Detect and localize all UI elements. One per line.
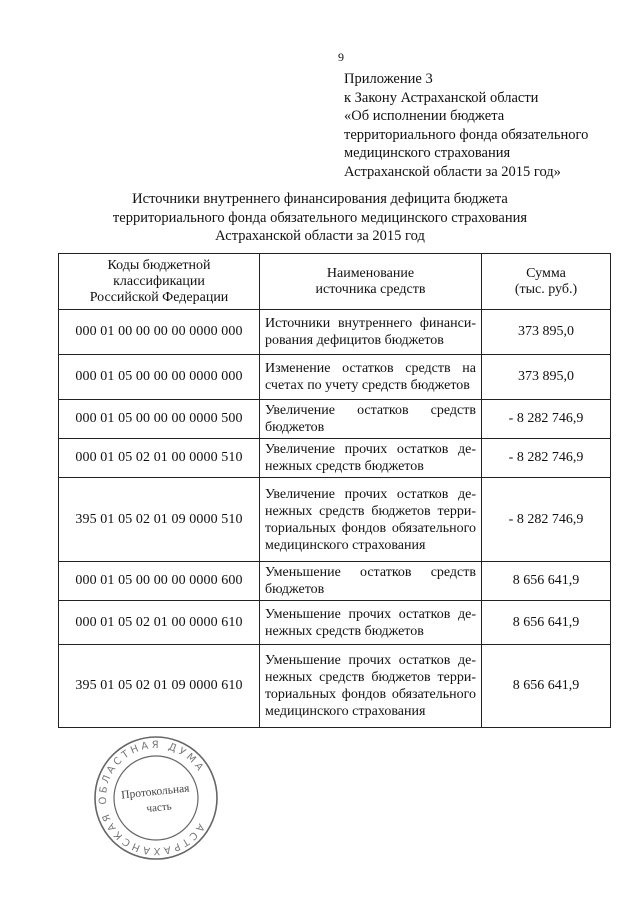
cell-sum: - 8 282 746,9 — [482, 400, 611, 439]
title-line: территориального фонда обязательного медицинского страхования — [112, 209, 528, 226]
cell-name: Уменьшение прочих остатков де-нежных средств бюджетов — [260, 601, 482, 645]
stamp-center-line: часть — [145, 800, 173, 816]
table-row — [59, 355, 611, 400]
cell-code: 395 01 05 02 01 09 0000 610 — [59, 645, 260, 728]
cell-name: Уменьшение остатков средств бюджетов — [260, 562, 482, 601]
table-header-row — [59, 254, 611, 310]
cell-name: Увеличение остатков средств бюджетов — [260, 400, 482, 439]
cell-sum: 8 656 641,9 — [482, 601, 611, 645]
table-row — [59, 400, 611, 439]
cell-code: 000 01 00 00 00 00 0000 000 — [59, 310, 260, 355]
cell-code: 000 01 05 02 01 00 0000 510 — [59, 439, 260, 478]
cell-code: 000 01 05 02 01 00 0000 610 — [59, 601, 260, 645]
appendix-line: медицинского страхования — [344, 145, 511, 161]
table-row — [59, 645, 611, 728]
cell-sum: - 8 282 746,9 — [482, 439, 611, 478]
cell-code: 395 01 05 02 01 09 0000 510 — [59, 478, 260, 562]
appendix-line: Астраханской области за 2015 год» — [344, 163, 561, 180]
cell-name: Уменьшение прочих остатков де-нежных средств бюджетов терри-ториальных фондов обязательного медицинского страхования — [260, 645, 482, 728]
cell-sum: - 8 282 746,9 — [482, 478, 611, 562]
header-sum: Сумма (тыс. руб.) — [482, 254, 611, 310]
title-line: Источники внутреннего финансирования дефицита бюджета — [132, 191, 508, 207]
cell-sum: 373 895,0 — [482, 310, 611, 355]
cell-code: 000 01 05 00 00 00 0000 000 — [59, 355, 260, 400]
table-row — [59, 310, 611, 355]
table-row — [59, 601, 611, 645]
table-row — [59, 562, 611, 601]
cell-name: Увеличение прочих остатков де-нежных средств бюджетов — [260, 439, 482, 478]
cell-code: 000 01 05 00 00 00 0000 500 — [59, 400, 260, 439]
page-number: 9 — [338, 50, 344, 64]
cell-sum: 8 656 641,9 — [482, 562, 611, 601]
cell-name: Изменение остатков средств на счетах по учету средств бюджетов — [260, 355, 482, 400]
header-code: Коды бюджетной классификации Российской Федерации — [59, 254, 260, 310]
cell-code: 000 01 05 00 00 00 0000 600 — [59, 562, 260, 601]
table-row — [59, 478, 611, 562]
cell-name: Увеличение прочих остатков де-нежных средств бюджетов терри-ториальных фондов обязательного медицинского страхования — [260, 478, 482, 562]
title-line: Астраханской области за 2015 год — [215, 228, 425, 244]
appendix-line: к Закону Астраханской области — [344, 89, 539, 106]
budget-sources-table — [58, 253, 611, 728]
appendix-line: Приложение 3 — [344, 71, 433, 87]
appendix-caption — [344, 70, 588, 181]
cell-sum: 373 895,0 — [482, 355, 611, 400]
document-title — [0, 190, 640, 246]
svg-text:АСТРАХАНСКАЯ ОБЛАСТНАЯ ДУМА — [92, 734, 220, 862]
appendix-line: территориального фонда обязательного — [344, 126, 589, 143]
appendix-line: «Об исполнении бюджета — [344, 108, 505, 124]
cell-sum: 8 656 641,9 — [482, 645, 611, 728]
table-row — [59, 439, 611, 478]
cell-name: Источники внутреннего финанси-рования дефицитов бюджетов — [260, 310, 482, 355]
seal-stamp — [92, 734, 220, 862]
stamp-ring-text: АСТРАХАНСКАЯ ОБЛАСТНАЯ ДУМА — [97, 739, 207, 857]
stamp-center-line: Протокольная — [120, 782, 191, 802]
header-name: Наименование источника средств — [260, 254, 482, 310]
